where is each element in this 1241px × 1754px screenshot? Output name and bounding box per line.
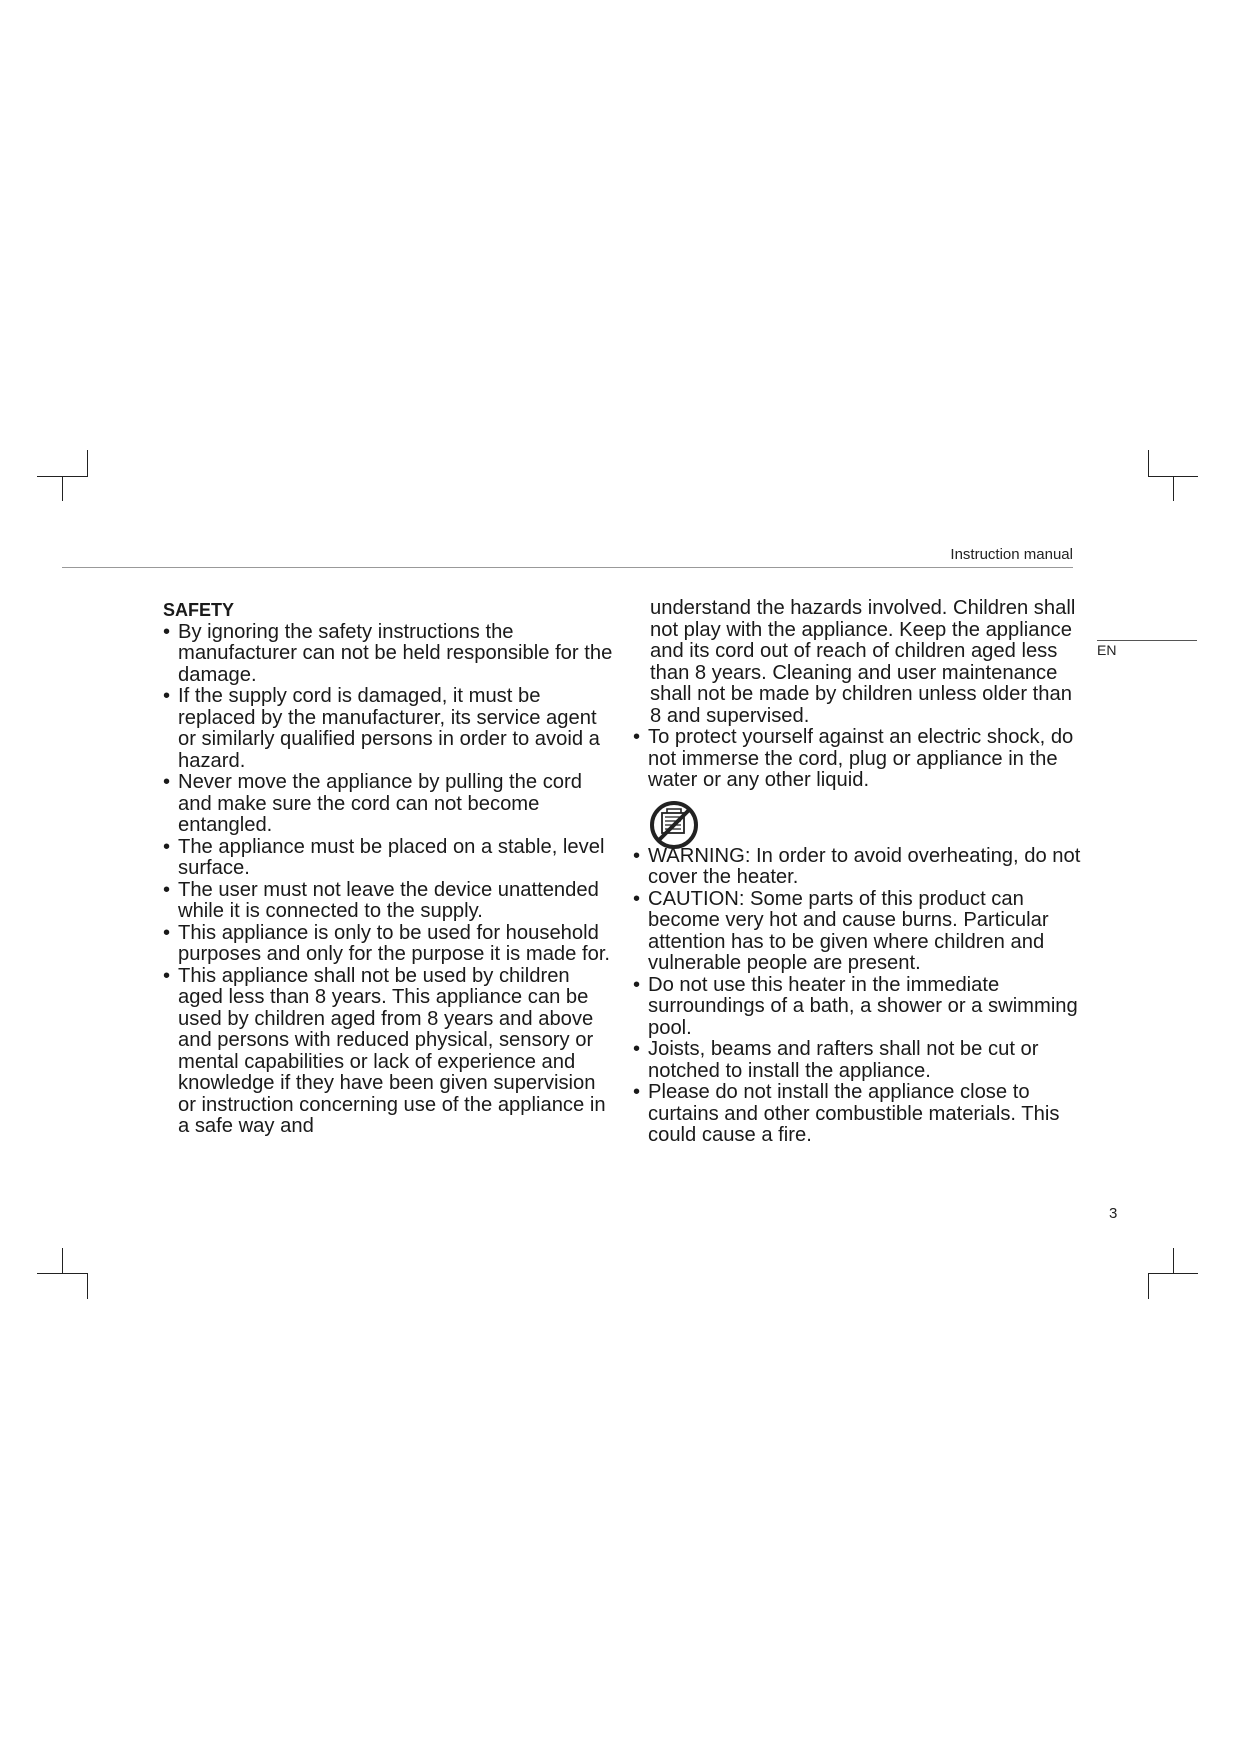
crop-mark (1148, 1273, 1149, 1299)
list-item: • The user must not leave the device unattended while it is connected to the supply. (163, 880, 613, 923)
crop-mark (1173, 1248, 1174, 1273)
list-item: • WARNING: In order to avoid overheating, do not cover the heater. (633, 846, 1083, 889)
list-item: • Do not use this heater in the immediate surroundings of a bath, a shower or a swimming pool. (633, 975, 1083, 1040)
crop-mark (62, 1248, 63, 1273)
warning-icon-row (633, 792, 1083, 846)
language-tab: EN (1097, 642, 1117, 658)
list-item: • To protect yourself against an electric shock, do not immerse the cord, plug or appliance in the water or any other liquid. (633, 727, 1083, 792)
crop-mark (1148, 450, 1149, 476)
safety-list-right-b (633, 846, 1083, 1147)
safety-list-left (163, 622, 613, 1138)
crop-mark (37, 1273, 88, 1274)
crop-mark (62, 476, 63, 501)
left-column (163, 600, 613, 1138)
crop-mark (87, 1273, 88, 1299)
safety-list-right-a (633, 727, 1083, 792)
running-header: Instruction manual (950, 546, 1073, 563)
list-item: • By ignoring the safety instructions the manufacturer can not be held responsible for the damage. (163, 622, 613, 687)
list-item: • Joists, beams and rafters shall not be cut or notched to install the appliance. (633, 1039, 1083, 1082)
header-rule (62, 567, 1073, 568)
list-item: • This appliance is only to be used for household purposes and only for the purpose it is made for. (163, 923, 613, 966)
section-title: SAFETY (163, 600, 235, 620)
crop-mark (1173, 476, 1174, 501)
page-number: 3 (1109, 1205, 1118, 1222)
do-not-cover-icon (649, 800, 699, 850)
list-item: • CAUTION: Some parts of this product can become very hot and cause burns. Particular attention has to be given where children and vulnerable people are present. (633, 889, 1083, 975)
crop-mark (1148, 1273, 1198, 1274)
list-item: • Please do not install the appliance close to curtains and other combustible materials. This could cause a fire. (633, 1082, 1083, 1147)
list-item: • If the supply cord is damaged, it must be replaced by the manufacturer, its service agent or similarly qualified persons in order to avoid a hazard. (163, 686, 613, 772)
list-item: • The appliance must be placed on a stable, level surface. (163, 837, 613, 880)
right-column (633, 598, 1083, 1147)
crop-mark (87, 450, 88, 476)
list-item: • This appliance shall not be used by children aged less than 8 years. This appliance can be used by children aged from 8 years and above and persons with reduced physical, sensory or mental capabilities or lack of experience and knowledge if they have been given supervision or instruction concerning use of the appliance in a safe way and (163, 966, 613, 1138)
list-item: • Never move the appliance by pulling the cord and make sure the cord can not become entangled. (163, 772, 613, 837)
list-item-continuation: understand the hazards involved. Children shall not play with the appliance. Keep the appliance and its cord out of reach of children aged less than 8 years. Cleaning and user maintenance shall not be made by children unless older than 8 and supervised. (650, 597, 1076, 727)
language-tab-rule (1097, 640, 1197, 641)
